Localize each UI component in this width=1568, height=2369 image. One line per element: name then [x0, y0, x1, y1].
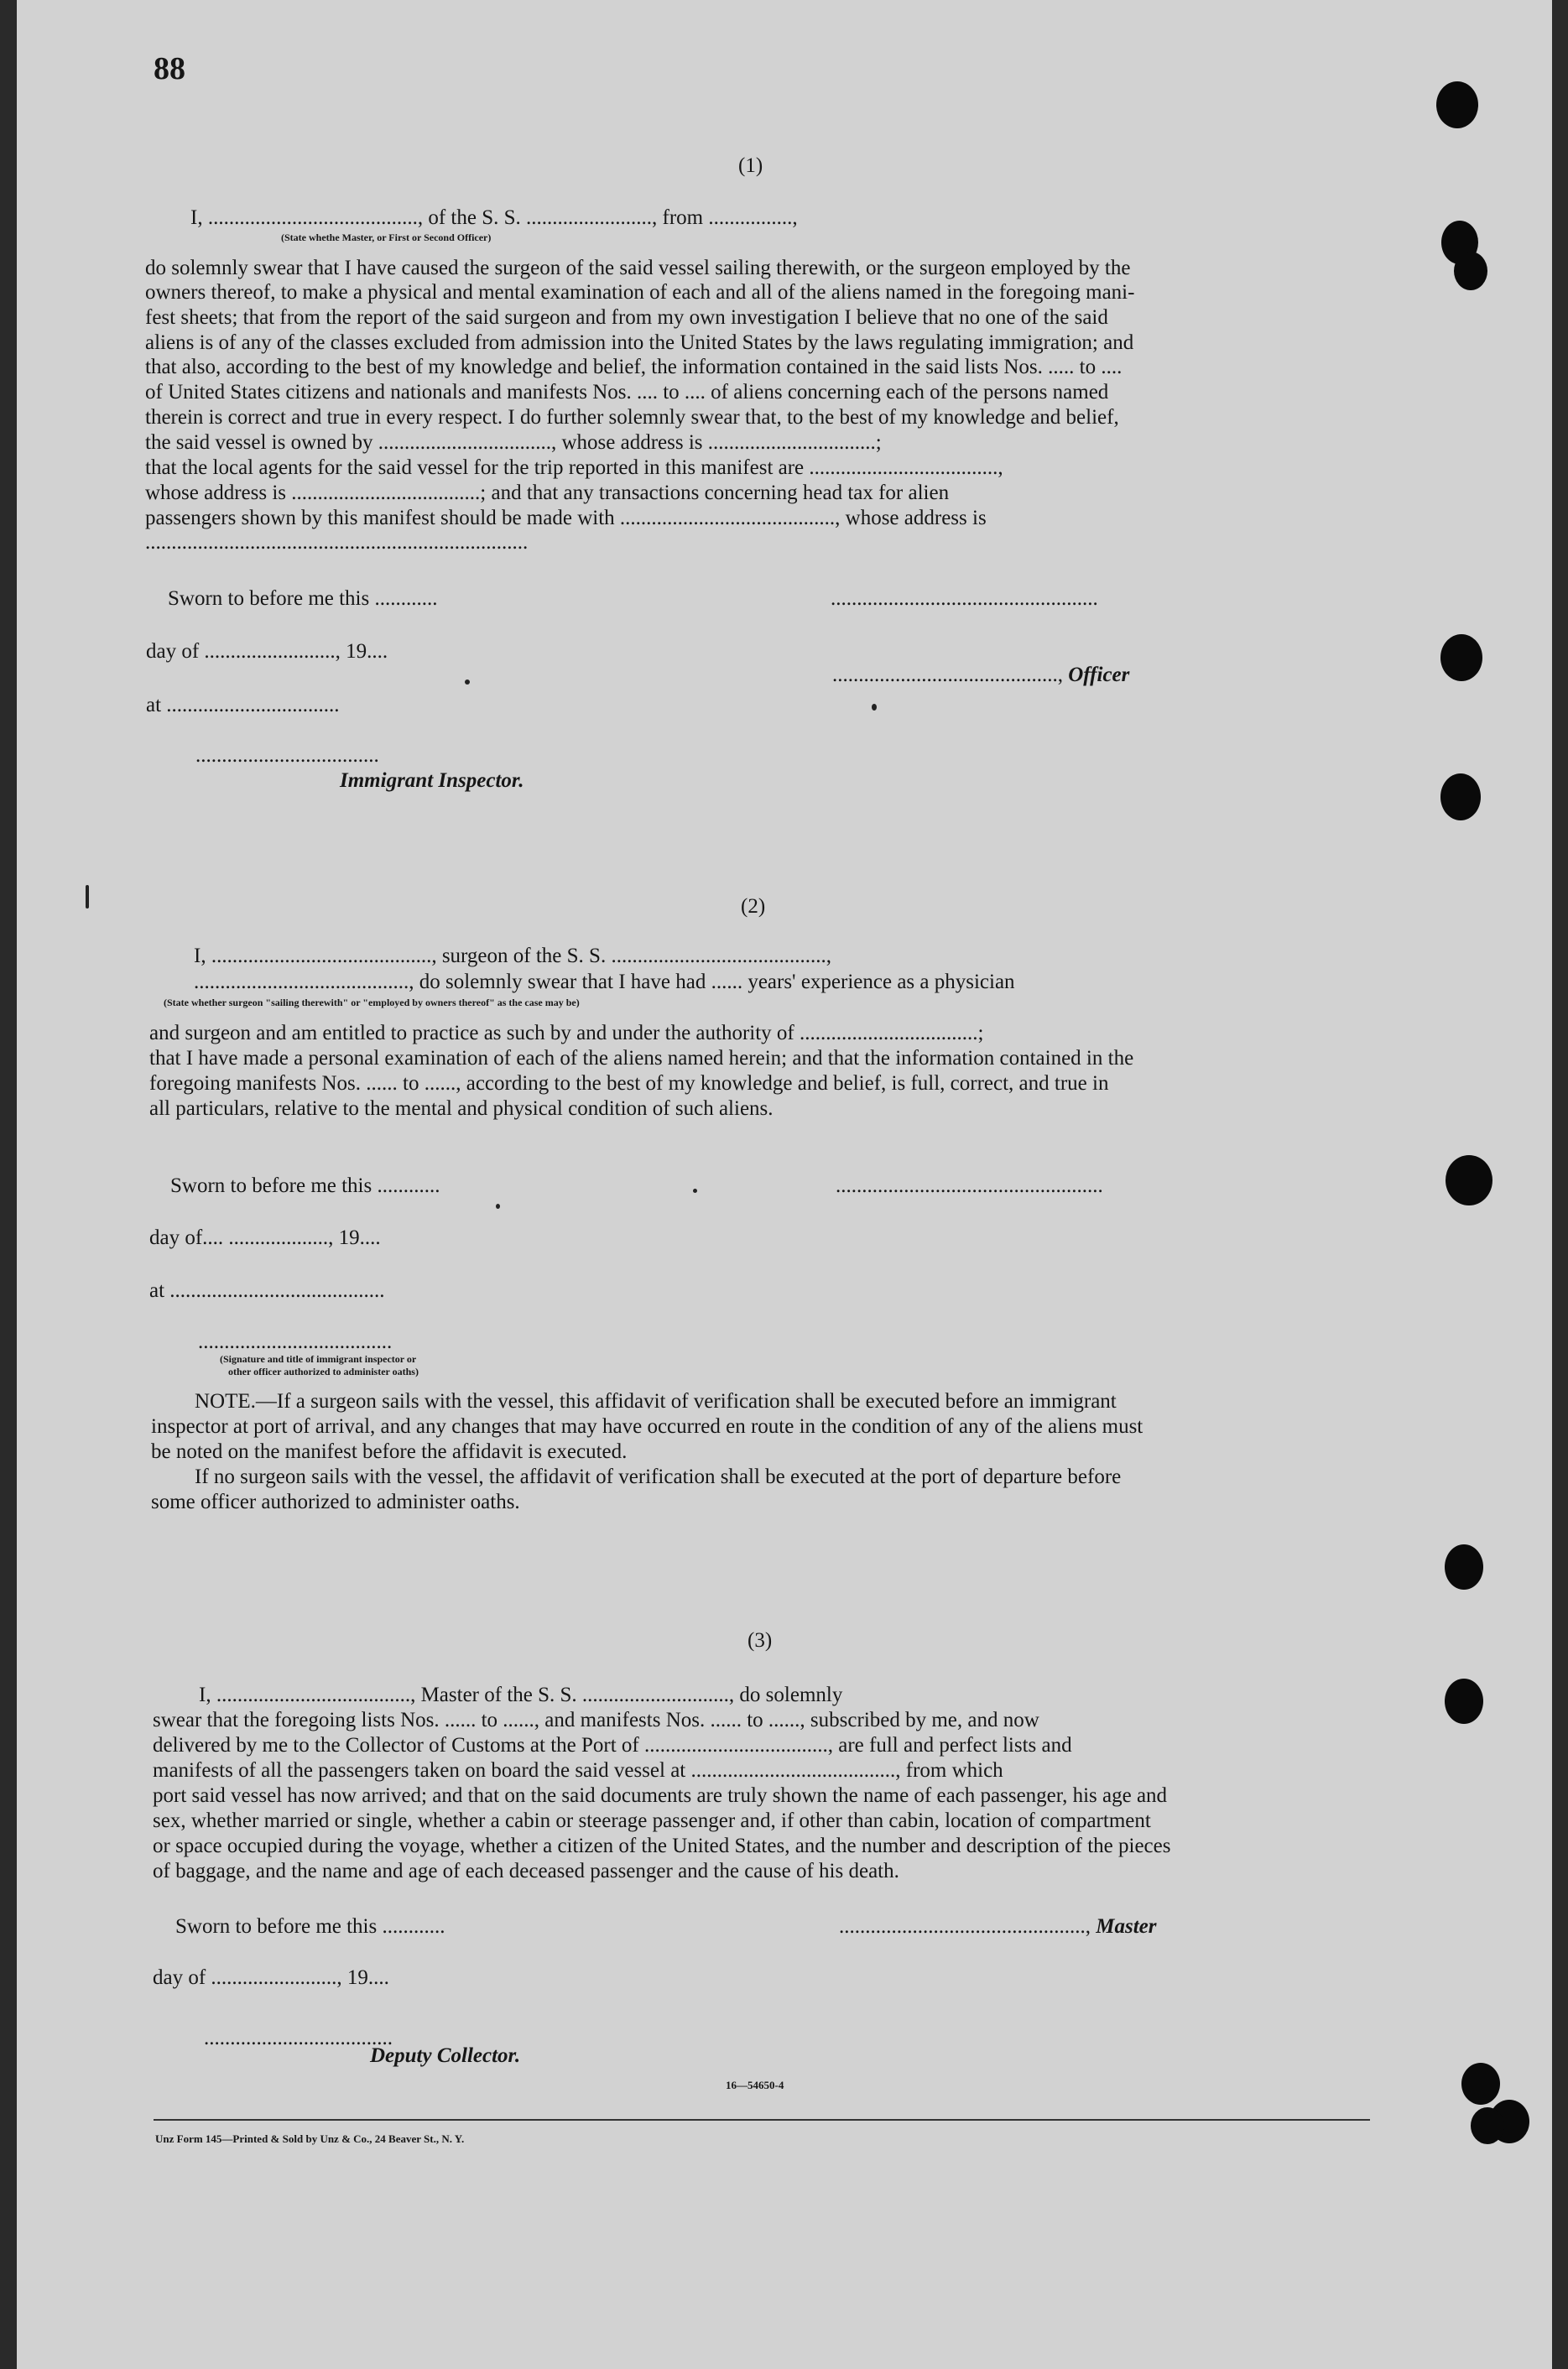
section-1-body-2: owners thereof, to make a physical and mental examination of each and all of the aliens named in the foregoing mani-	[145, 281, 1135, 304]
section-1-body-3: fest sheets; that from the report of the said surgeon and from my own investigation I believe that no one of the said	[145, 306, 1108, 329]
section-3-body-1: I, ....................................., Master of the S. S. ............................, do solemnly	[199, 1684, 843, 1706]
section-1-body-8: the said vessel is owned by ................................., whose address is ................................;	[145, 431, 882, 454]
officer-label: Officer	[1068, 664, 1130, 686]
section-2-at: at .........................................	[149, 1279, 385, 1302]
section-2-body-2: that I have made a personal examination of each of the aliens named herein; and that the information contained in the	[149, 1047, 1134, 1070]
section-3-day: day of ........................, 19....	[153, 1966, 389, 1989]
section-1-signature-line: ...................................................	[831, 587, 1098, 610]
note-line-2: inspector at port of arrival, and any changes that may have occurred en route in the condition of any of the aliens must	[151, 1415, 1143, 1438]
section-1-body-11: passengers shown by this manifest should be made with ........................................., whose address is	[145, 507, 987, 529]
section-1-officer-line	[832, 663, 1129, 688]
note-line-3: be noted on the manifest before the affidavit is executed.	[151, 1440, 628, 1463]
section-3-heading: (3)	[748, 1629, 773, 1652]
master-label: Master	[1096, 1915, 1157, 1938]
section-3-master-line	[839, 1914, 1156, 1939]
footer-imprint: Unz Form 145—Printed & Sold by Unz & Co., 24 Beaver St., N. Y.	[155, 2132, 465, 2145]
section-2-heading: (2)	[741, 895, 766, 918]
section-1-body-4: aliens is of any of the classes excluded from admission into the United States by the laws regulating immigration; and	[145, 331, 1134, 354]
section-3-deputy-line: ....................................	[204, 2027, 393, 2049]
section-1-day: day of ........................., 19....	[146, 640, 388, 663]
section-2-signature-hint-1: (Signature and title of immigrant inspector or	[220, 1353, 417, 1365]
section-1-line-1: I, ........................................, of the S. S. ........................, from ................,	[190, 206, 798, 229]
punch-hole	[1440, 773, 1481, 820]
section-1-body-12: .........................................................................	[145, 531, 529, 554]
section-1-body-1: do solemnly swear that I have caused the surgeon of the said vessel sailing therewith, or the surgeon employed by the	[145, 257, 1131, 279]
section-3-sworn: Sworn to before me this ............	[175, 1915, 445, 1938]
section-3-body-7: or space occupied during the voyage, whether a citizen of the United States, and the number and description of the pieces	[153, 1835, 1171, 1857]
section-2-line-1: I, .........................................., surgeon of the S. S. .........................................,	[194, 945, 831, 967]
section-3-body-3: delivered by me to the Collector of Customs at the Port of ..................................., are full and perfect lists and	[153, 1734, 1072, 1757]
punch-hole	[1440, 634, 1482, 681]
section-3-body-8: of baggage, and the name and age of each deceased passenger and the cause of his death.	[153, 1860, 899, 1882]
section-1-heading: (1)	[738, 154, 763, 177]
section-2-line-2: ........................................., do solemnly swear that I have had ...... years' experience as a physician	[194, 971, 1015, 993]
section-2-body-1: and surgeon and am entitled to practice as such by and under the authority of ..................................;	[149, 1022, 984, 1044]
section-2-sworn: Sworn to before me this ............	[170, 1174, 440, 1197]
section-1-body-9: that the local agents for the said vessel for the trip reported in this manifest are ....................................,	[145, 456, 1003, 479]
ink-speck	[496, 1204, 500, 1209]
punch-hole	[1471, 2107, 1504, 2144]
ink-speck	[693, 1189, 697, 1193]
page-number: 88	[154, 51, 185, 86]
section-1-inspector-line: ...................................	[195, 744, 379, 767]
punch-hole	[1445, 1544, 1483, 1590]
punch-hole	[1454, 252, 1487, 290]
section-3-body-4: manifests of all the passengers taken on board the said vessel at ......................................., from which	[153, 1759, 1003, 1782]
footer-rule	[154, 2119, 1370, 2121]
ink-speck	[86, 885, 89, 909]
section-3-body-2: swear that the foregoing lists Nos. ...... to ......, and manifests Nos. ...... to ......, subscribed by me, and now	[153, 1709, 1039, 1731]
section-2-day: day of.... ..................., 19....	[149, 1226, 381, 1249]
section-2-body-4: all particulars, relative to the mental and physical condition of such aliens.	[149, 1097, 774, 1120]
punch-hole	[1446, 1155, 1492, 1205]
section-1-body-6: of United States citizens and nationals and manifests Nos. .... to .... of aliens concerning each of the persons named	[145, 381, 1109, 404]
punch-hole	[1461, 2063, 1500, 2105]
section-1-body-7: therein is correct and true in every respect. I do further solemnly swear that, to the best of my knowledge and belief,	[145, 406, 1119, 429]
note-line-1: NOTE.—If a surgeon sails with the vessel, this affidavit of verification shall be executed before an immigrant	[195, 1390, 1117, 1413]
section-2-signature-hint-2: other officer authorized to administer oaths)	[228, 1366, 419, 1377]
section-3-body-6: sex, whether married or single, whether a cabin or steerage passenger and, if other than cabin, location of compartment	[153, 1809, 1151, 1832]
section-1-body-5: that also, according to the best of my knowledge and belief, the information contained in the said lists Nos. ..... to ....	[145, 356, 1123, 378]
section-2-signature-line: ...................................................	[836, 1174, 1103, 1197]
section-3-deputy-label: Deputy Collector.	[370, 2044, 521, 2067]
section-1-body-10: whose address is ....................................; and that any transactions concerning head tax for alien	[145, 482, 950, 504]
punch-hole	[1436, 81, 1478, 128]
section-3-body-5: port said vessel has now arrived; and that on the said documents are truly shown the name of each passenger, his age and	[153, 1784, 1168, 1807]
section-1-inspector-label: Immigrant Inspector.	[340, 769, 524, 792]
section-1-sworn: Sworn to before me this ............	[168, 587, 438, 610]
section-2-signature-line-2: .....................................	[198, 1330, 393, 1353]
punch-hole	[1445, 1679, 1483, 1724]
ink-speck	[872, 704, 877, 711]
section-1-hint: (State whethe Master, or First or Second Officer)	[281, 232, 492, 243]
note-line-5: some officer authorized to administer oaths.	[151, 1491, 520, 1513]
section-2-hint: (State whether surgeon "sailing therewith" or "employed by owners thereof" as the case may be)	[164, 997, 580, 1008]
section-2-body-3: foregoing manifests Nos. ...... to ......, according to the best of my knowledge and belief, is full, correct, and true in	[149, 1072, 1109, 1095]
officer-dots: ...........................................,	[832, 664, 1069, 686]
master-dots: ...............................................,	[839, 1915, 1097, 1938]
ink-speck	[465, 679, 470, 685]
form-number: 16—54650-4	[726, 2079, 784, 2091]
note-line-4: If no surgeon sails with the vessel, the affidavit of verification shall be executed at the port of departure before	[195, 1466, 1122, 1488]
section-1-at: at .................................	[146, 694, 340, 716]
